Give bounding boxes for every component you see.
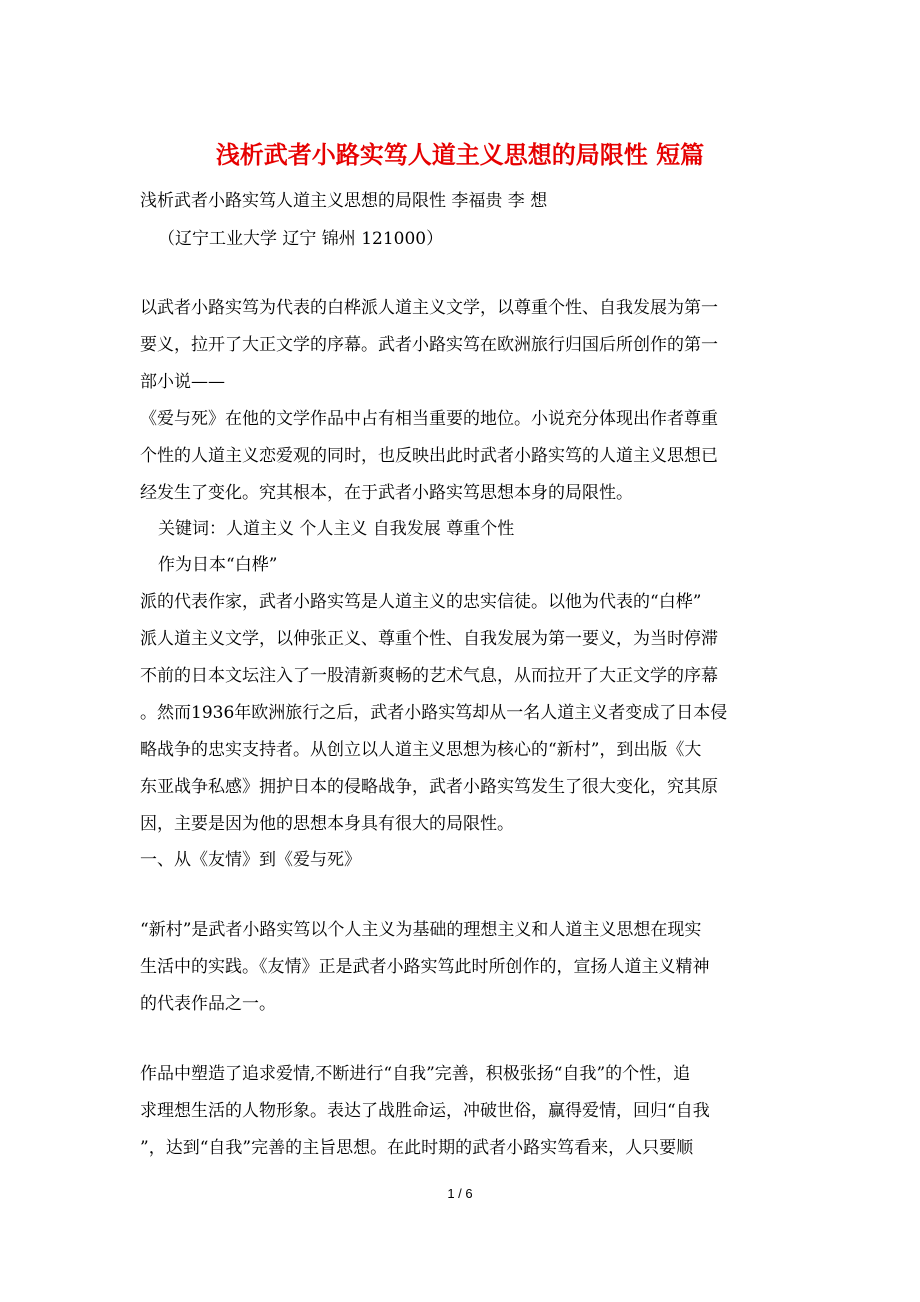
body-line: 作为日本“白桦” (158, 555, 278, 575)
abstract-line: 经发生了变化。究其根本，在于武者小路实笃思想本身的局限性。 (140, 483, 633, 503)
body-line: 因，主要是因为他的思想本身具有很大的局限性。 (140, 814, 514, 834)
body-line: “新村”是武者小路实笃以个人主义为基础的理想主义和人道主义思想在现实 (140, 920, 702, 940)
abstract-line: 以武者小路实笃为代表的白桦派人道主义文学，以尊重个性、自我发展为第一 (140, 298, 718, 318)
body-line: 派人道主义文学，以伸张正义、尊重个性、自我发展为第一要义，为当时停滞 (140, 629, 718, 649)
body-line: 派的代表作家，武者小路实笃是人道主义的忠实信徒。以他为代表的“白桦” (140, 592, 702, 612)
abstract-line: 部小说—— (140, 372, 225, 392)
section-heading: 一、从《友情》到《爱与死》 (140, 850, 361, 870)
abstract-line: 《爱与死》在他的文学作品中占有相当重要的地位。小说充分体现出作者尊重 (140, 409, 718, 429)
body-line: 生活中的实践。《友情》正是武者小路实笃此时所创作的，宣扬人道主义精神 (140, 957, 710, 977)
document-title: 浅析武者小路实笃人道主义思想的局限性 短篇 (215, 141, 705, 169)
body-line: 的代表作品之一。 (140, 994, 276, 1014)
author-line: 浅析武者小路实笃人道主义思想的局限性 李福贵 李 想 (140, 191, 548, 211)
keywords-line: 关键词：人道主义 个人主义 自我发展 尊重个性 (158, 519, 515, 539)
body-line: 不前的日本文坛注入了一股清新爽畅的艺术气息，从而拉开了大正文学的序幕 (140, 666, 718, 686)
abstract-line: 要义，拉开了大正文学的序幕。武者小路实笃在欧洲旅行归国后所创作的第一 (140, 335, 718, 355)
body-line: 东亚战争私感》拥护日本的侵略战争，武者小路实笃发生了很大变化，究其原 (140, 777, 718, 797)
affiliation-line: （辽宁工业大学 辽宁 锦州 121000） (158, 229, 444, 249)
body-line: 作品中塑造了追求爱情,不断进行“自我”完善，积极张扬“自我”的个性，追 (140, 1064, 691, 1084)
body-line: 求理想生活的人物形象。表达了战胜命运，冲破世俗，赢得爱情，回归“自我 (140, 1101, 710, 1121)
body-line: 。然而1936年欧洲旅行之后，武者小路实笃却从一名人道主义者变成了日本侵 (140, 703, 728, 723)
abstract-line: 个性的人道主义恋爱观的同时，也反映出此时武者小路实笃的人道主义思想已 (140, 446, 718, 466)
page-number: 1 / 6 (447, 1186, 473, 1201)
body-line: ”，达到“自我”完善的主旨思想。在此时期的武者小路实笃看来，人只要顺 (140, 1138, 694, 1158)
body-line: 略战争的忠实支持者。从创立以人道主义思想为核心的“新村”，到出版《大 (140, 740, 702, 760)
